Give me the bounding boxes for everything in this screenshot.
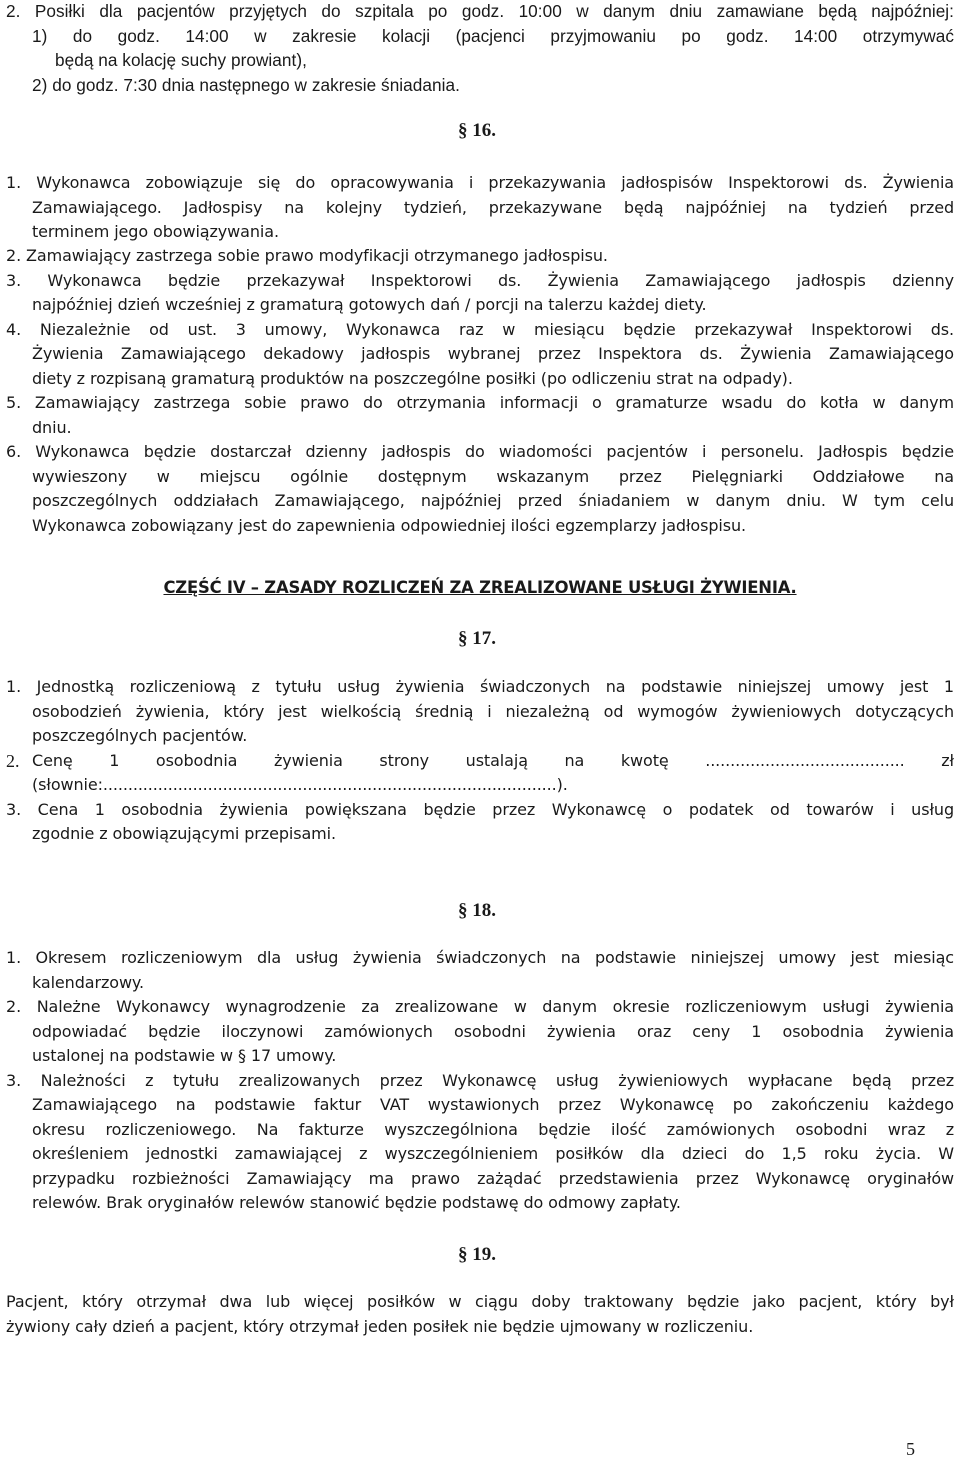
intro-sub2: 2) do godz. 7:30 dnia następnego w zakresie śniadania. <box>32 75 460 95</box>
text-line: dniu. <box>32 418 72 437</box>
text-line: Wykonawca zobowiązany jest do zapewnienia odpowiedniej ilości egzemplarzy jadłospisu. <box>32 516 747 535</box>
price-words-line: (słownie:...........................................................................................). <box>32 775 568 794</box>
text-line: wywieszony w miejscu ogólnie dostępnym wskazanym przez Pielęgniarki Oddziałowe na <box>32 467 954 486</box>
section-18-heading: § 18. <box>458 900 496 921</box>
text-line: 1. Wykonawca zobowiązuje się do opracowywania i przekazywania jadłospisów Inspektorowi ds. Żywienia <box>6 173 954 192</box>
text-line: żywiony cały dzień a pacjent, który otrzymał jeden posiłek nie będzie ujmowany w rozliczeniu. <box>6 1317 754 1336</box>
text-line: najpóźniej dzień wcześniej z gramaturą gotowych dań / porcji na talerzu każdej diety. <box>32 295 707 314</box>
text-line: Zamawiającego. Jadłospisy na kolejny tydzień, przekazywane będą najpóźniej na tydzień przed <box>32 198 954 217</box>
section-16-heading: § 16. <box>458 120 496 141</box>
text-line: 3. Należności z tytułu zrealizowanych przez Wykonawcę usług żywieniowych wypłacane będą przez <box>6 1071 954 1090</box>
text-line: relewów. Brak oryginałów relewów stanowić będzie podstawę do odmowy zapłaty. <box>32 1193 681 1212</box>
page-number: 5 <box>906 1439 915 1459</box>
text-line: określeniem jednostki zamawiającej z wyszczególnieniem posiłków dla dzieci do 1,5 roku życia. W <box>32 1144 954 1163</box>
part-iv-title: CZĘŚĆ IV – ZASADY ROZLICZEŃ ZA ZREALIZOWANE USŁUGI ŻYWIENIA. <box>163 578 797 597</box>
text-line: diety z rozpisaną gramaturą produktów na poszczególne posiłki (po odliczeniu strat na odpady). <box>32 369 793 388</box>
text-line: terminem jego obowiązywania. <box>32 222 279 241</box>
intro-line: 2. Posiłki dla pacjentów przyjętych do szpitala po godz. 10:00 w danym dniu zamawiane będą najpóźniej: <box>6 1 954 21</box>
text-line: 4. Niezależnie od ust. 3 umowy, Wykonawca raz w miesiącu będzie przekazywał Inspektorowi ds. <box>6 320 954 339</box>
text-line: 3. Cena 1 osobodnia żywienia powiększana będzie przez Wykonawcę o podatek od towarów i usług <box>6 800 954 819</box>
text-line: poszczególnych oddziałach Zamawiającego, najpóźniej przed śniadaniem w danym dniu. W tym celu <box>32 491 954 510</box>
text-line: odpowiadać będzie iloczynowi zamówionych osobodni żywienia oraz ceny 1 osobodnia żywienia <box>32 1022 954 1041</box>
text-line: 3. Wykonawca będzie przekazywał Inspektorowi ds. Żywienia Zamawiającego jadłospis dzienny <box>6 271 954 290</box>
text-line: okresu rozliczeniowego. Na fakturze wyszczególniona będzie ilość zamówionych osobodni wraz z <box>32 1120 954 1139</box>
intro-sub1-cont: będą na kolację suchy prowiant), <box>55 50 307 70</box>
text-line: Zamawiającego na podstawie faktur VAT wystawionych przez Wykonawcę po zakończeniu każdego <box>32 1095 954 1114</box>
text-line: 1. Jednostką rozliczeniową z tytułu usług żywienia świadczonych na podstawie niniejszej umowy jest 1 <box>6 677 954 696</box>
text-line: przypadku rozbieżności Zamawiający ma prawo zażądać przedstawienia przez Wykonawcę oryginałów <box>32 1169 954 1188</box>
text-line: Żywienia Zamawiającego dekadowy jadłospis wybranej przez Inspektora ds. Żywienia Zamawiającego <box>32 344 954 363</box>
section-19-heading: § 19. <box>458 1244 496 1265</box>
text-line: kalendarzowy. <box>32 973 145 992</box>
text-line: 2. Zamawiający zastrzega sobie prawo modyfikacji otrzymanego jadłospisu. <box>6 246 608 265</box>
text-line: poszczególnych pacjentów. <box>32 726 248 745</box>
text-line: ustalonej na podstawie w § 17 umowy. <box>32 1046 337 1065</box>
text-line: 1. Okresem rozliczeniowym dla usług żywienia świadczonych na podstawie niniejszej umowy jest miesiąc <box>6 948 954 967</box>
price-line: Cenę 1 osobodnia żywienia strony ustalają na kwotę ........................................ zł <box>32 751 954 770</box>
text-line: zgodnie z obowiązującymi przepisami. <box>32 824 336 843</box>
list-number: 2. <box>6 751 20 771</box>
intro-sub1: 1) do godz. 14:00 w zakresie kolacji (pacjenci przyjmowaniu po godz. 14:00 otrzymywać <box>32 26 954 46</box>
section-17-heading: § 17. <box>458 628 496 649</box>
text-line: 6. Wykonawca będzie dostarczał dzienny jadłospis do wiadomości pacjentów i personelu. Jadłospis będzie <box>6 442 954 461</box>
text-line: 2. Należne Wykonawcy wynagrodzenie za zrealizowane w danym okresie rozliczeniowym usługi żywienia <box>6 997 954 1016</box>
text-line: osobodzień żywienia, który jest wielkością średnią i niezależną od wymogów żywieniowych dotyczących <box>32 702 954 721</box>
text-line: Pacjent, który otrzymał dwa lub więcej posiłków w ciągu doby traktowany będzie jako pacjent, który był <box>6 1292 954 1311</box>
text-line: 5. Zamawiający zastrzega sobie prawo do otrzymania informacji o gramaturze wsadu do kotła w danym <box>6 393 954 412</box>
